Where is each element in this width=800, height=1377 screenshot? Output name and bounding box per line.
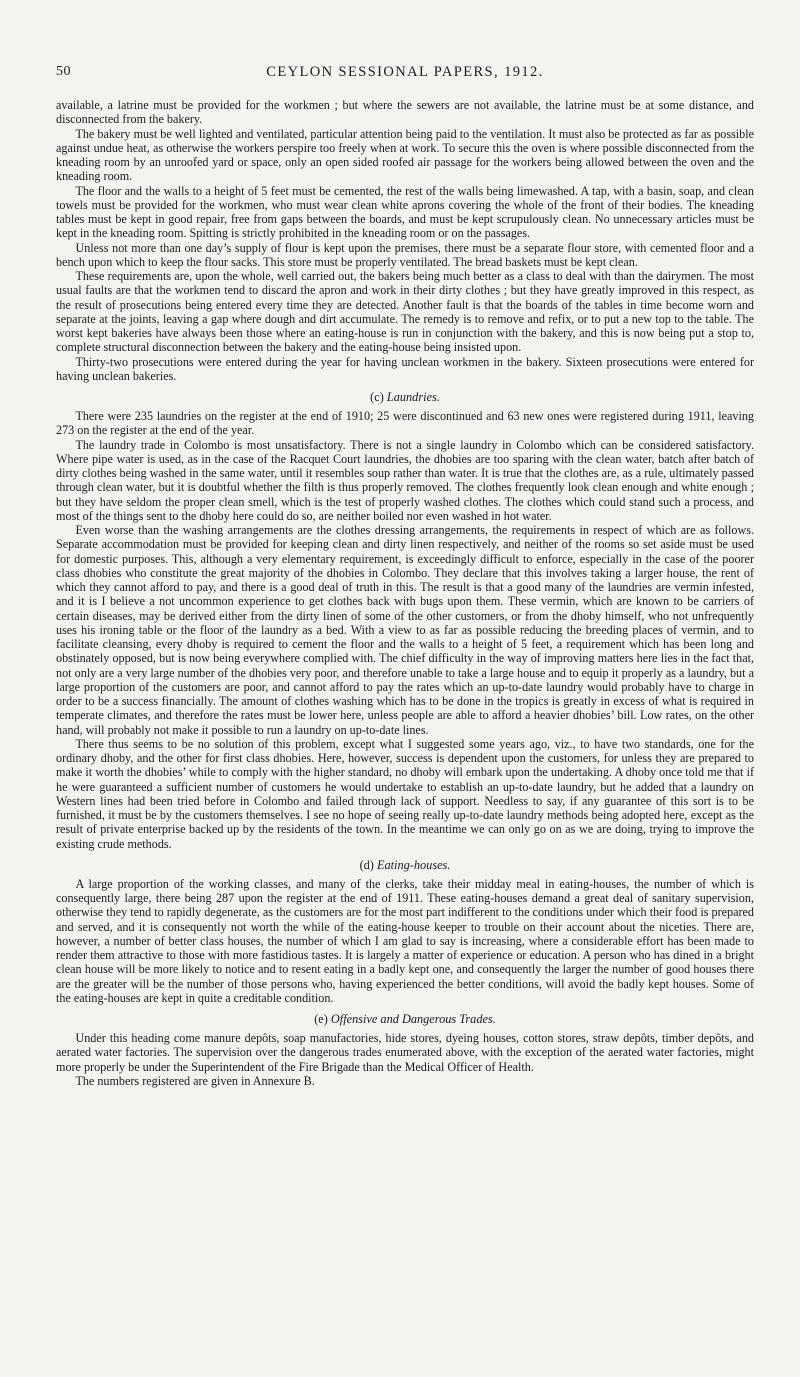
section-heading xyxy=(56,1012,754,1027)
paragraph: There were 235 laundries on the register at the end of 1910; 25 were discontinued and 63 new ones were registered during 1911, leaving 273 on the register at the end of the year. xyxy=(56,409,754,438)
laundries-section xyxy=(56,390,754,851)
paragraph: The laundry trade in Colombo is most unsatisfactory. There is not a single laundry in Colombo which can be considered satisfactory. Where pipe water is used, as in the case of the Racquet Court laundries, the dhobies are too sparing with the clean water, batch after batch of dirty clothes being washed in the same water, until it resembles soup rather than water. It is true that the clothes are, as a rule, ultimately passed through clean water, but it is doubtful whether the filth is thus properly removed. The clothes frequently look clean enough and white enough ; but they have seldom the proper clean smell, which is the test of properly washed clothes. The clothes which could stand such a process, and most of the things sent to the dhoby here could do so, are neither boiled nor even washed in hot water. xyxy=(56,437,754,523)
section-letter: (c) xyxy=(370,390,384,404)
paragraph: The bakery must be well lighted and ventilated, particular attention being paid to the ventilation. It must also be protected as far as possible against undue heat, as otherwise the workers perspire too freely when at work. To secure this the oven is where possible disconnected from the kneading room by an unroofed yard or space, only an open sided roofed air passage for the workers being allowed between the oven and the kneading room. xyxy=(56,126,754,184)
paragraph: Under this heading come manure depôts, soap manufactories, hide stores, dyeing houses, cotton stores, straw depôts, timber depôts, and aerated water factories. The supervision over the dangerous trades enumerated above, with the exception of the aerated water factories, might more properly be under the Superintendent of the Fire Brigade than the Medical Officer of Health. xyxy=(56,1031,754,1074)
paragraph: Even worse than the washing arrangements are the clothes dressing arrangements, the requirements in respect of which are as follows. Separate accommodation must be provided for keeping clean and dirty linen respectively, and neither of the rooms so set aside must be used for domestic purposes. This, although a very elementary requirement, is exceedingly difficult to enforce, especially in the case of the poorer class dhobies who constitute the great majority of the dhobies in Colombo. They declare that this involves taking a larger house, the rent of which they cannot afford to pay, and there is a good deal of truth in this. The result is that a good many of the laundries are vermin infested, and it is I believe a not uncommon experience to get clothes back with bugs upon them. These vermin, which are known to be carriers of certain diseases, may be derived either from the dirty linen of some of the other customers, or from the dhoby himself, who not unfrequently uses his ironing table or the floor of the laundry as a bed. With a view to as far as possible reducing the breeding places of vermin, and to facilitate cleansing, every dhoby is required to cement the floor and the walls to a height of 5 feet, a requirement which has been long and obstinately opposed, but is now being everywhere complied with. The chief difficulty in the way of improving matters here lies in the fact that, not only are a very large number of the dhobies very poor, and therefore unable to take a large house and to equip it properly as a laundry, but a large proportion of the customers are poor, and cannot afford to pay the rates which an up-to-date laundry would probably have to charge in order to be a success financially. The amount of clothes washing which has to be done in the tropics is greatly in excess of what is required in temperate climates, and therefore the rates must be lower here, unless people are able to afford a heavier dhobies’ bill. Low rates, on the other hand, will probably not make it possible to run a laundry on up-to-date lines. xyxy=(56,523,754,737)
section-heading xyxy=(56,390,754,405)
section-letter: (d) xyxy=(359,857,374,872)
eating-houses-section xyxy=(56,858,754,1005)
section-title: Offensive and Dangerous Trades. xyxy=(330,1012,496,1026)
section-heading xyxy=(56,858,754,873)
section-letter: (e) xyxy=(314,1012,328,1026)
paragraph: There thus seems to be no solution of this problem, except what I suggested some years ago, viz., to have two standards, one for the ordinary dhoby, and the other for first class dhobies. Here, however, success is dependent upon the customers, for unless they are prepared to make it worth the dhobies’ while to comply with the higher standard, no dhoby will embark upon the undertaking. A dhoby once told me that if he were guaranteed a sufficient number of customers he would undertake to establish an up-to-date laundry, but he added that a laundry on Western lines had been tried before in Colombo and failed through lack of support. Needless to say, if any guarantee of this sort is to be furnished, it must be by the customers themselves. I see no hope of seeing really up-to-date laundry methods being adopted here, except as the result of private enterprise backed up by the residents of the town. In the meantime we can only go on as we are doing, trying to improve the existing crude methods. xyxy=(56,736,754,851)
offensive-trades-section xyxy=(56,1012,754,1088)
section-title: Laundries. xyxy=(386,390,440,404)
paragraph: The numbers registered are given in Annexure B. xyxy=(75,1073,315,1088)
running-head: CEYLON SESSIONAL PAPERS, 1912. xyxy=(266,64,544,80)
paragraph: A large proportion of the working classes, and many of the clerks, take their midday meal in eating-houses, the number of which is consequently large, there being 287 upon the register at the end of 1911. These eating-houses demand a great deal of sanitary supervision, otherwise they tend to rapidly degenerate, as the customers are for the most part indifferent to the conditions under which their food is prepared and served, and it is consequently not worth the while of the eating-house keeper to trouble on their account about the niceties. There are, however, a number of better class houses, the number of which I am glad to say is increasing, where a considerable effort has been made to render them attractive to those with more fastidious tastes. It is largely a matter of experience or education. A person who has dined in a bright clean house will be more likely to notice and to resent eating in a badly kept one, and consequently the larger the number of good houses there are the greater will be the number of those persons who, having experienced the better conditions, will avoid the badly kept houses. Some of the eating-houses are kept in quite a creditable condition. xyxy=(56,876,754,1005)
paragraph: The floor and the walls to a height of 5 feet must be cemented, the rest of the walls being limewashed. A tap, with a basin, soap, and clean towels must be provided for the workmen, who must wear clean white aprons covering the whole of the front of their bodies. The kneading tables must be kept in good repair, free from gaps between the boards, and must be kept scrupulously clean. No unnecessary articles must be kept in the kneading room. Spitting is strictly prohibited in the kneading room or on the passages. xyxy=(56,183,754,241)
paragraph: Thirty-two prosecutions were entered during the year for having unclean workmen in the bakery. Sixteen prosecutions were entered for having unclean bakeries. xyxy=(56,354,754,383)
section-title: Eating-houses. xyxy=(376,857,451,872)
page-header xyxy=(56,64,754,86)
paragraph: Unless not more than one day’s supply of flour is kept upon the premises, there must be a separate flour store, with cemented floor and a bench upon which to keep the flour sacks. This store must be properly ventilated. The bread baskets must be kept clean. xyxy=(56,240,754,269)
paragraph: These requirements are, upon the whole, well carried out, the bakers being much better as a class to deal with than the dairymen. The most usual faults are that the workmen tend to discard the apron and work in their dirty clothes ; but they have greatly improved in this respect, as the result of prosecutions being entered every time they are detected. Another fault is that the boards of the tables in time become worn and separate at the joints, leaving a gap where dough and dirt accumulate. The remedy is to remove and refix, or to put a new top to the table. The worst kept bakeries have always been those where an eating-house is run in conjunction with the bakery, and this is now being put a stop to, complete structural disconnection between the bakery and the eating-house being insisted upon. xyxy=(56,269,754,355)
paragraph: available, a latrine must be provided for the workmen ; but where the sewers are not available, the latrine must be at some distance, and disconnected from the bakery. xyxy=(56,98,754,127)
bakeries-section xyxy=(56,98,754,383)
page-number: 50 xyxy=(56,64,71,79)
